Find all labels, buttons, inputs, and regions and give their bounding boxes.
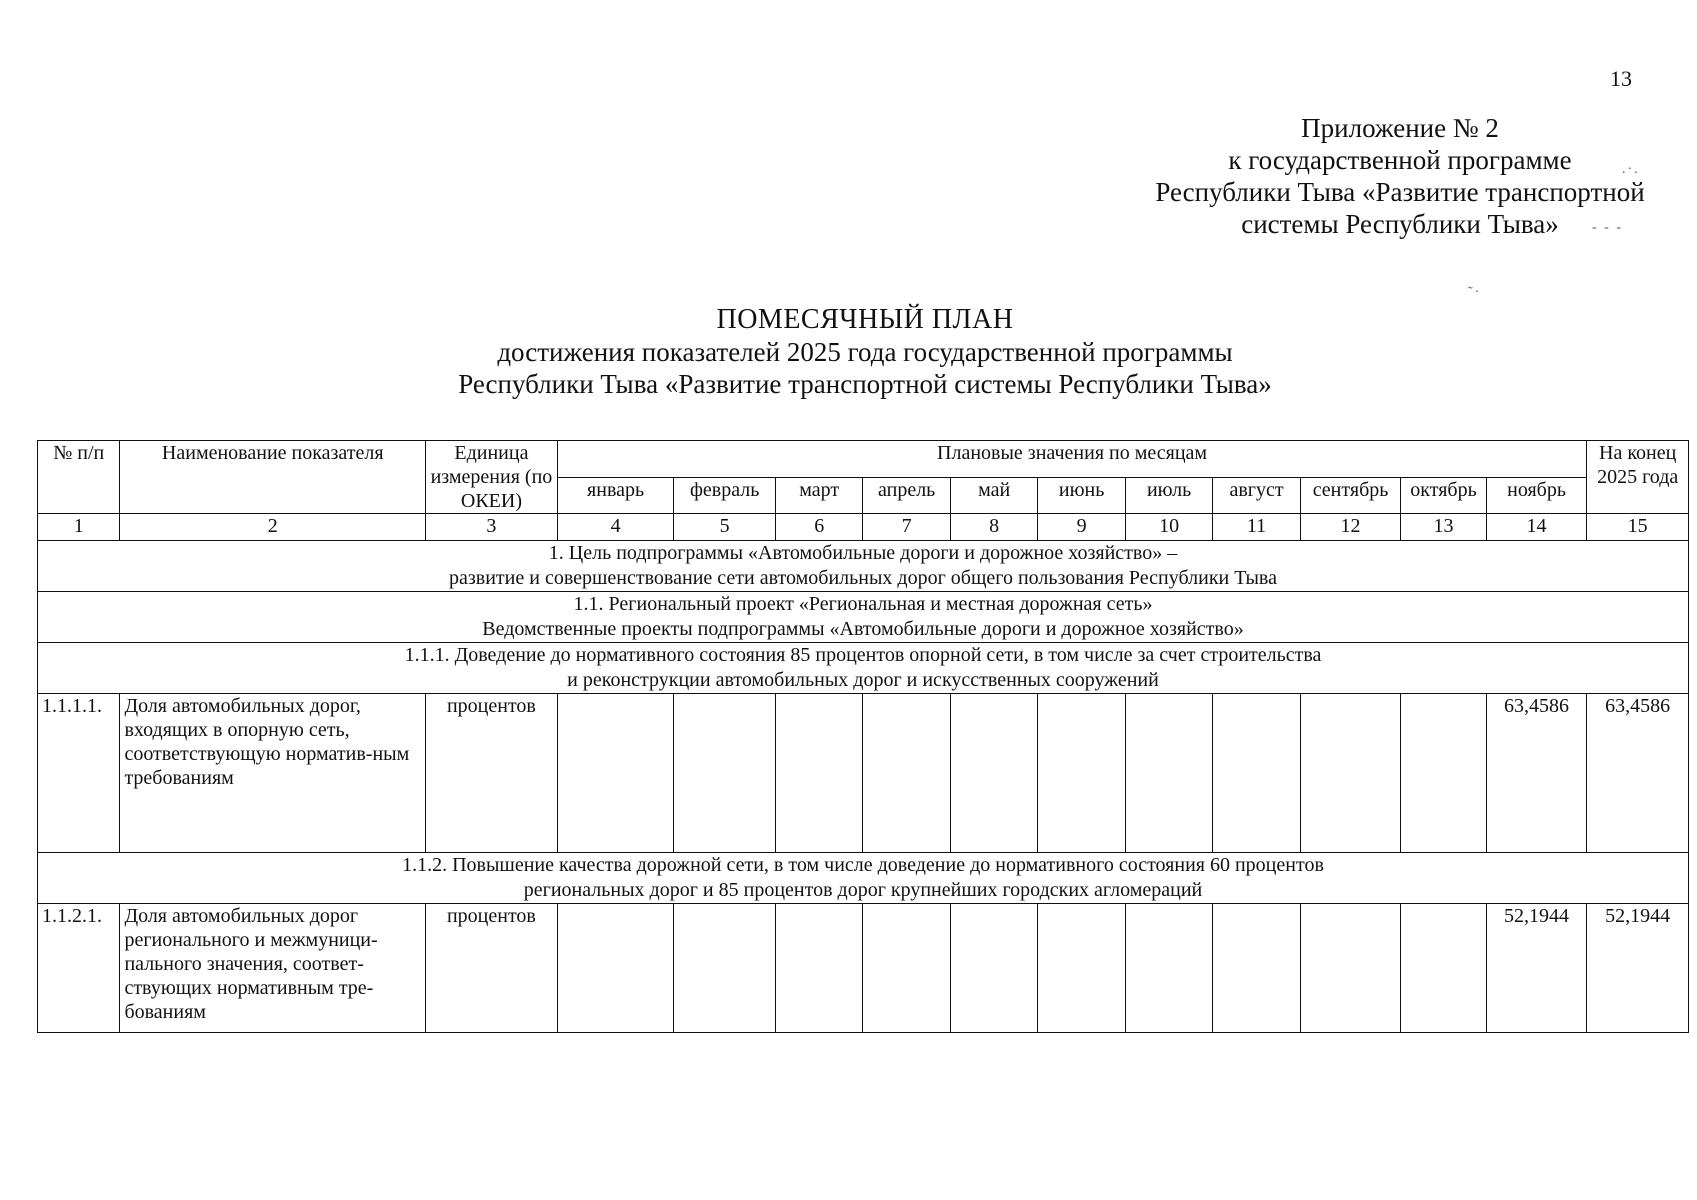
header-name: Наименование показателя bbox=[120, 441, 426, 514]
month-value bbox=[1300, 694, 1401, 853]
column-number: 15 bbox=[1587, 514, 1689, 541]
header-end-of-year: На конец 2025 года bbox=[1587, 441, 1689, 514]
header-month: ноябрь bbox=[1486, 477, 1587, 514]
table-row bbox=[38, 694, 1689, 853]
month-value bbox=[1125, 904, 1212, 1033]
column-number: 7 bbox=[863, 514, 950, 541]
scan-speck: - - - bbox=[1592, 220, 1623, 235]
scan-speck: ˜· bbox=[1468, 285, 1482, 300]
appendix-line-4: системы Республики Тыва» bbox=[1241, 209, 1559, 239]
title-line-2: достижения показателей 2025 года государственной программы bbox=[497, 337, 1233, 367]
month-value bbox=[674, 904, 776, 1033]
header-month: апрель bbox=[863, 477, 950, 514]
section-line: региональных дорог и 85 процентов дорог крупнейших городских агломераций bbox=[523, 879, 1203, 901]
monthly-plan-table bbox=[37, 440, 1689, 1033]
column-number: 4 bbox=[557, 514, 674, 541]
scan-speck: .·. bbox=[1622, 162, 1640, 177]
november-value: 52,1944 bbox=[1486, 904, 1587, 1033]
section-line: 1. Цель подпрограммы «Автомобильные дороги и дорожное хозяйство» – bbox=[548, 542, 1178, 564]
indicator-name: Доля автомобильных дорог, входящих в опорную сеть, соответствующую норматив-ным требованиям bbox=[120, 694, 426, 853]
column-number: 6 bbox=[775, 514, 862, 541]
header-unit: Единица измерения (по ОКЕИ) bbox=[426, 441, 558, 514]
column-number: 11 bbox=[1213, 514, 1300, 541]
section-line: развитие и совершенствование сети автомобильных дорог общего пользования Республики Тыва bbox=[449, 567, 1277, 589]
section-project-1-1 bbox=[38, 592, 1689, 643]
section-line: и реконструкции автомобильных дорог и искусственных сооружений bbox=[567, 669, 1159, 691]
month-value bbox=[775, 694, 862, 853]
month-value bbox=[1401, 904, 1486, 1033]
column-number: 13 bbox=[1401, 514, 1486, 541]
appendix-line-1: Приложение № 2 bbox=[1301, 113, 1499, 143]
section-row bbox=[38, 853, 1689, 904]
month-value bbox=[863, 904, 950, 1033]
column-number: 3 bbox=[426, 514, 558, 541]
end-of-year-value: 63,4586 bbox=[1587, 694, 1689, 853]
month-value bbox=[1300, 904, 1401, 1033]
header-month: июль bbox=[1125, 477, 1212, 514]
month-value bbox=[557, 904, 674, 1033]
appendix-line-2: к государственной программе bbox=[1228, 145, 1572, 175]
section-line: Ведомственные проекты подпрограммы «Автомобильные дороги и дорожное хозяйство» bbox=[482, 618, 1244, 640]
section-line: 1.1.1. Доведение до нормативного состояния 85 процентов опорной сети, в том числе за счет строительства bbox=[404, 644, 1322, 666]
month-value bbox=[1213, 694, 1300, 853]
month-value bbox=[950, 694, 1037, 853]
section-task-1-1-2 bbox=[38, 853, 1689, 904]
header-planned: Плановые значения по месяцам bbox=[557, 441, 1587, 478]
indicator-name: Доля автомобильных дорог регионального и межмуници-пального значения, соответ-ствующих нормативным тре-бованиям bbox=[120, 904, 426, 1033]
section-line: 1.1. Региональный проект «Региональная и местная дорожная сеть» bbox=[573, 593, 1153, 615]
header-month: январь bbox=[557, 477, 674, 514]
month-value bbox=[674, 694, 776, 853]
header-num: № п/п bbox=[38, 441, 120, 514]
header-month: октябрь bbox=[1401, 477, 1486, 514]
column-number: 8 bbox=[950, 514, 1037, 541]
section-task-1-1-1 bbox=[38, 643, 1689, 694]
column-numbers-row bbox=[38, 514, 1689, 541]
indicator-unit: процентов bbox=[426, 904, 558, 1033]
row-number: 1.1.2.1. bbox=[38, 904, 120, 1033]
month-value bbox=[863, 694, 950, 853]
header-month: август bbox=[1213, 477, 1300, 514]
end-of-year-value: 52,1944 bbox=[1587, 904, 1689, 1033]
header-month: март bbox=[775, 477, 862, 514]
header-month: май bbox=[950, 477, 1037, 514]
title-line-3: Республики Тыва «Развитие транспортной системы Республики Тыва» bbox=[458, 369, 1272, 399]
column-number: 9 bbox=[1038, 514, 1125, 541]
month-value bbox=[1125, 694, 1212, 853]
month-value bbox=[1038, 904, 1125, 1033]
column-number: 5 bbox=[674, 514, 776, 541]
row-number: 1.1.1.1. bbox=[38, 694, 120, 853]
appendix-line-3: Республики Тыва «Развитие транспортной bbox=[1155, 177, 1645, 207]
section-row bbox=[38, 592, 1689, 643]
title-line-1: ПОМЕСЯЧНЫЙ ПЛАН bbox=[716, 304, 1014, 335]
month-value bbox=[950, 904, 1037, 1033]
section-row bbox=[38, 541, 1689, 592]
indicator-unit: процентов bbox=[426, 694, 558, 853]
november-value: 63,4586 bbox=[1486, 694, 1587, 853]
month-value bbox=[1213, 904, 1300, 1033]
section-goal-1 bbox=[38, 541, 1689, 592]
column-number: 10 bbox=[1125, 514, 1212, 541]
header-month: февраль bbox=[674, 477, 776, 514]
column-number: 1 bbox=[38, 514, 120, 541]
document-title bbox=[0, 304, 1697, 400]
header-month: июнь bbox=[1038, 477, 1125, 514]
month-value bbox=[1401, 694, 1486, 853]
month-value bbox=[775, 904, 862, 1033]
month-value bbox=[1038, 694, 1125, 853]
month-value bbox=[557, 694, 674, 853]
header-row-1 bbox=[38, 441, 1689, 478]
section-row bbox=[38, 643, 1689, 694]
page-number: 13 bbox=[1610, 66, 1632, 91]
column-number: 14 bbox=[1486, 514, 1587, 541]
section-line: 1.1.2. Повышение качества дорожной сети, в том числе доведение до нормативного состояния 60 процентов bbox=[402, 854, 1324, 876]
header-month: сентябрь bbox=[1300, 477, 1401, 514]
table-row bbox=[38, 904, 1689, 1033]
column-number: 12 bbox=[1300, 514, 1401, 541]
column-number: 2 bbox=[120, 514, 426, 541]
